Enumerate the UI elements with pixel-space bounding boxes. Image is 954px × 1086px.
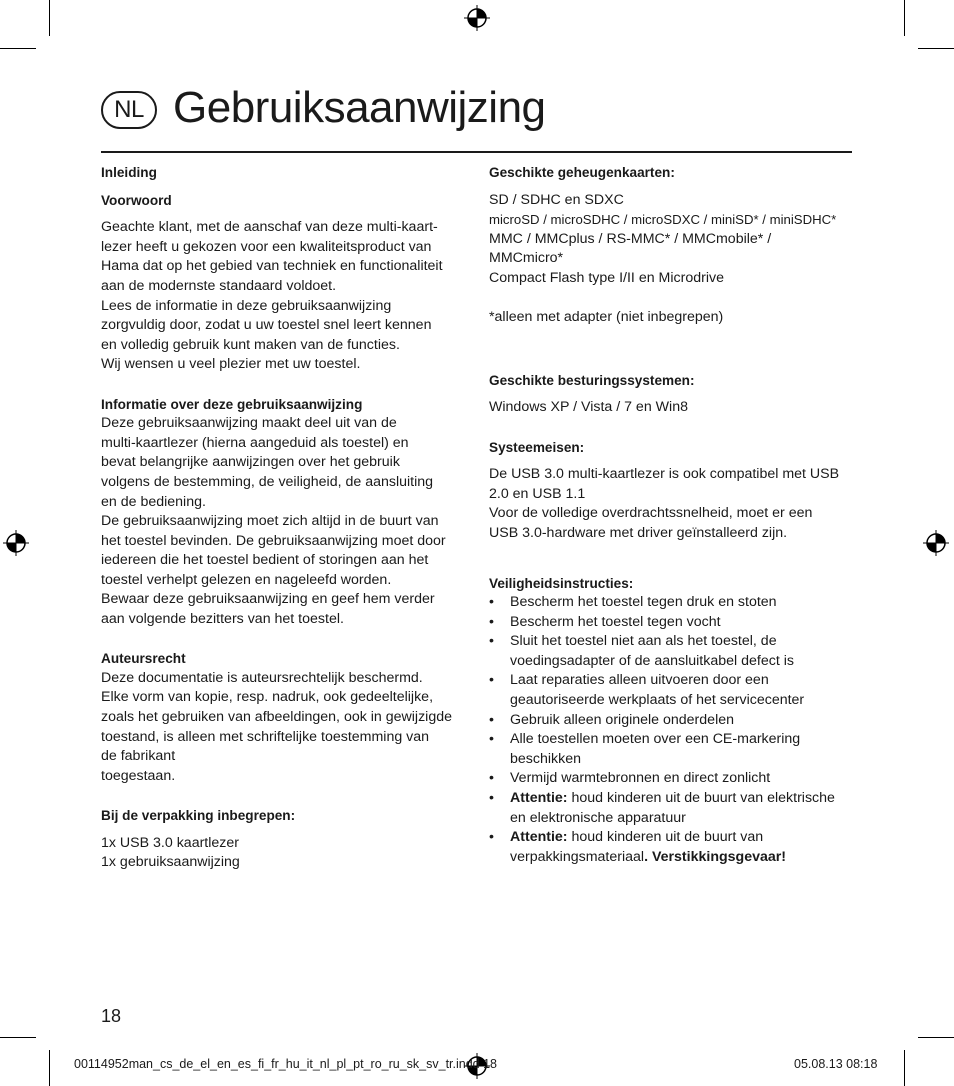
- section-heading-copyright: Auteursrecht: [101, 651, 186, 667]
- registration-mark-icon: [464, 5, 490, 31]
- attention-label: Attentie:: [510, 790, 568, 807]
- attention-dot: .: [644, 848, 652, 865]
- section-heading-requirements: Systeemeisen:: [489, 439, 585, 455]
- attention-label: Attentie:: [510, 829, 568, 846]
- warning-text: Verstikkingsgevaar!: [651, 848, 787, 865]
- page-header: [101, 80, 851, 152]
- section-heading-foreword: Voorwoord: [101, 192, 172, 208]
- registration-mark-icon: [923, 530, 949, 556]
- list-item: • Alle toestellen moeten over een CE-markering beschikken: [489, 730, 859, 769]
- footer-filename: 00114952man_cs_de_el_en_es_fi_fr_hu_it_nl_pl_pt_ro_ru_sk_sv_tr.indd 18: [74, 1057, 498, 1071]
- foreword-text: Geachte klant, met de aanschaf van deze multi-kaart- lezer heeft u gekozen voor een kwaliteitsproduct van Hama dat op het gebied van techniek en functionaliteit aan de modernste standaard voldoet. Lees de informatie in deze gebruiksaanwijzing zorgvuldig door, zodat u uw toestel snel leert kennen en volledig gebruik kunt maken van de functies. Wij wensen u veel plezier met uw toestel.: [101, 219, 443, 373]
- footer-timestamp: 05.08.13 08:18: [794, 1057, 878, 1071]
- registration-mark-icon: [3, 530, 29, 556]
- cards-line: MMC / MMCplus / RS-MMC* / MMCmobile* / MMCmicro* Compact Flash type I/II en Microdrive: [489, 230, 772, 286]
- header-divider: [101, 151, 852, 153]
- cards-line: microSD / microSDHC / microSDXC / miniSD* / miniSDHC*: [489, 212, 837, 228]
- safety-list: [489, 593, 859, 867]
- language-badge: NL: [101, 91, 157, 129]
- requirements-text: De USB 3.0 multi-kaartlezer is ook compatibel met USB 2.0 en USB 1.1 Voor de volledige overdrachtssnelheid, moet er een USB 3.0-hardware met driver geïnstalleerd zijn.: [489, 466, 840, 541]
- copyright-text: Deze documentatie is auteursrechtelijk beschermd. Elke vorm van kopie, resp. nadruk, ook gedeeltelijke, zoals het gebruiken van afbeeldingen, ook in gewijzigde toestand, is alleen met schriftelijke toestemming van de fabrikant toegestaan.: [101, 669, 452, 784]
- crop-mark: [49, 0, 50, 36]
- package-contents: 1x USB 3.0 kaartlezer 1x gebruiksaanwijzing: [101, 834, 240, 871]
- crop-mark: [0, 1037, 36, 1038]
- section-heading-safety: Veiligheidsinstructies:: [489, 575, 634, 591]
- left-column: [101, 163, 471, 873]
- attention-text: houd kinderen uit de buurt van verpakkingsmateriaal: [510, 829, 764, 865]
- right-column: [489, 163, 859, 867]
- info-text: Deze gebruiksaanwijzing maakt deel uit van de multi-kaartlezer (hierna aangeduid als toestel) en bevat belangrijke aanwijzingen over het gebruik volgens de bestemming, de veiligheid, de aansluiting en de bediening. De gebruiksaanwijzing moet zich altijd in de buurt van het toestel bevinden. De gebruiksaanwijzing moet door iedereen die het toestel bedient of storingen aan het toestel verhelpt gelezen en nageleefd worden. Bewaar deze gebruiksaanwijzing en geef hem verder aan volgende bezitters van het toestel.: [101, 415, 446, 628]
- cards-note: *alleen met adapter (niet inbegrepen): [489, 309, 724, 326]
- crop-mark: [49, 1050, 50, 1086]
- section-heading-intro: Inleiding: [101, 165, 157, 180]
- crop-mark: [918, 48, 954, 49]
- list-item: [489, 789, 859, 828]
- section-heading-os: Geschikte besturingssystemen:: [489, 372, 695, 388]
- list-item: • Bescherm het toestel tegen druk en stoten: [489, 593, 859, 613]
- list-item: • Bescherm het toestel tegen vocht: [489, 613, 859, 633]
- section-heading-cards: Geschikte geheugenkaarten:: [489, 165, 675, 180]
- list-item: • Vermijd warmtebronnen en direct zonlicht: [489, 769, 859, 789]
- crop-mark: [904, 0, 905, 36]
- list-item: • Laat reparaties alleen uitvoeren door een geautoriseerde werkplaats of het servicecenter: [489, 671, 859, 710]
- crop-mark: [918, 1037, 954, 1038]
- os-text: Windows XP / Vista / 7 en Win8: [489, 399, 688, 416]
- page-title: Gebruiksaanwijzing: [173, 83, 546, 132]
- list-item: • Gebruik alleen originele onderdelen: [489, 711, 859, 731]
- section-heading-info: Informatie over deze gebruiksaanwijzing: [101, 396, 363, 412]
- cards-line: SD / SDHC en SDXC: [489, 191, 624, 208]
- list-item: [489, 828, 859, 867]
- crop-mark: [904, 1050, 905, 1086]
- attention-text: houd kinderen uit de buurt van elektrische en elektronische apparatuur: [510, 790, 835, 826]
- section-heading-package: Bij de verpakking inbegrepen:: [101, 808, 296, 823]
- page-number: 18: [101, 1006, 122, 1026]
- crop-mark: [0, 48, 36, 49]
- list-item: • Sluit het toestel niet aan als het toestel, de voedingsadapter of de aansluitkabel defect is: [489, 632, 859, 671]
